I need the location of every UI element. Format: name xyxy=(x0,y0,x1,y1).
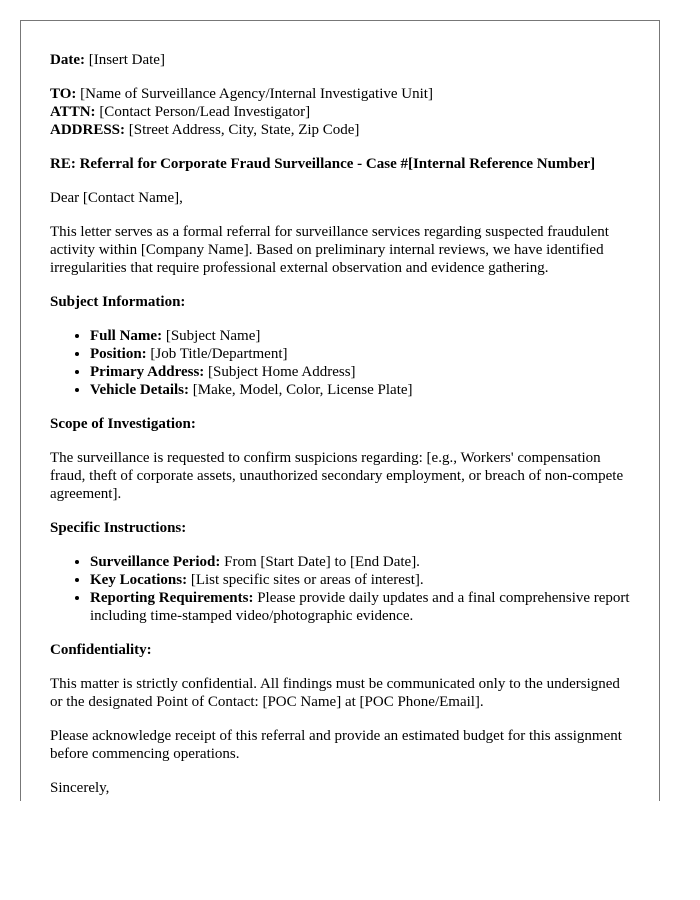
attn-line xyxy=(50,103,630,121)
list-item xyxy=(90,363,630,381)
to-label: TO: xyxy=(50,86,77,102)
salutation: Dear [Contact Name], xyxy=(50,190,183,206)
item-value: [Subject Home Address] xyxy=(204,364,356,380)
item-label: Key Locations: xyxy=(90,572,188,588)
scope-heading: Scope of Investigation: xyxy=(50,416,196,432)
item-label: Surveillance Period: xyxy=(90,554,221,570)
confidentiality-paragraph: This matter is strictly confidential. All findings must be communicated only to the undersigned or the designated Point of Contact: [POC Name] at [POC Phone/Email]. xyxy=(50,676,620,710)
item-value: [Make, Model, Color, License Plate] xyxy=(189,382,413,398)
item-value: [Job Title/Department] xyxy=(146,346,288,362)
scope-paragraph: The surveillance is requested to confirm suspicions regarding: [e.g., Workers' compensation fraud, theft of corporate assets, unauthorized secondary employment, or breach of non-compete agreement]. xyxy=(50,450,624,502)
list-item xyxy=(90,571,630,589)
instructions-list xyxy=(50,553,630,625)
item-value: [Subject Name] xyxy=(162,328,261,344)
address-value: [Street Address, City, State, Zip Code] xyxy=(125,122,360,138)
confidentiality-heading: Confidentiality: xyxy=(50,642,152,658)
letter-content xyxy=(21,21,659,797)
to-value: [Name of Surveillance Agency/Internal Investigative Unit] xyxy=(76,86,433,102)
letter-page xyxy=(20,20,660,801)
list-item xyxy=(90,381,630,399)
item-label: Primary Address: xyxy=(90,364,205,380)
to-line xyxy=(50,85,630,103)
item-value: From [Start Date] to [End Date]. xyxy=(220,554,420,570)
address-line xyxy=(50,121,630,139)
subject-info-heading: Subject Information: xyxy=(50,294,186,310)
signoff: Sincerely, xyxy=(50,780,110,796)
recipient-block xyxy=(50,85,630,139)
re-text: RE: Referral for Corporate Fraud Surveillance - Case #[Internal Reference Number] xyxy=(50,156,596,172)
closing-request-paragraph: Please acknowledge receipt of this referral and provide an estimated budget for this assignment before commencing operations. xyxy=(50,728,622,762)
item-label: Vehicle Details: xyxy=(90,382,190,398)
re-line xyxy=(50,155,630,173)
date-label: Date: xyxy=(50,52,85,68)
attn-label: ATTN: xyxy=(50,104,96,120)
attn-value: [Contact Person/Lead Investigator] xyxy=(95,104,311,120)
address-label: ADDRESS: xyxy=(50,122,126,138)
item-value: [List specific sites or areas of interest]. xyxy=(187,572,424,588)
list-item xyxy=(90,589,630,625)
list-item xyxy=(90,345,630,363)
item-value: Please provide daily updates and a final comprehensive report including time-stamped video/photographic evidence. xyxy=(90,590,630,624)
instructions-heading: Specific Instructions: xyxy=(50,520,187,536)
date-line xyxy=(50,51,630,69)
list-item xyxy=(90,327,630,345)
date-value: [Insert Date] xyxy=(84,52,165,68)
item-label: Reporting Requirements: xyxy=(90,590,254,606)
subject-info-list xyxy=(50,327,630,399)
item-label: Position: xyxy=(90,346,147,362)
list-item xyxy=(90,553,630,571)
intro-paragraph: This letter serves as a formal referral for surveillance services regarding suspected fraudulent activity within [Company Name]. Based on preliminary internal reviews, we have identified irregularities that require professional external observation and evidence gathering. xyxy=(50,224,609,276)
item-label: Full Name: xyxy=(90,328,163,344)
